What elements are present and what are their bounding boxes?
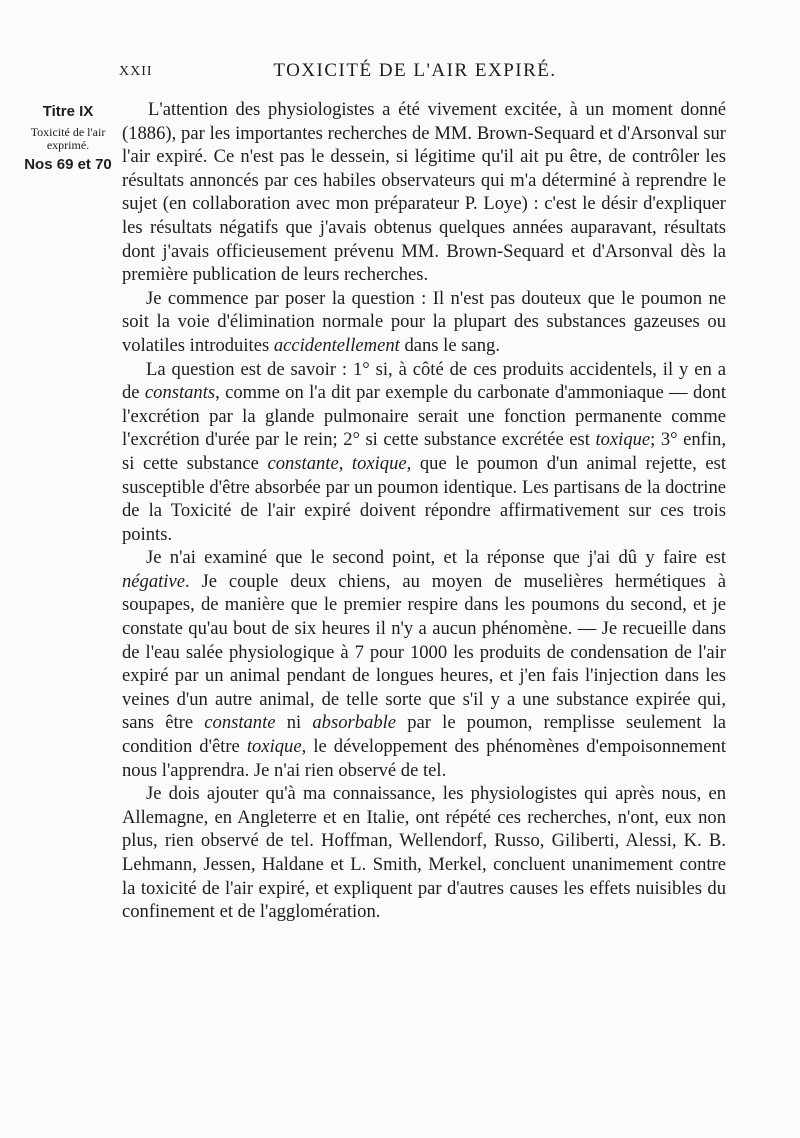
paragraph: [122, 287, 726, 358]
text-run: ni: [275, 712, 313, 734]
text-run: , que le poumon d'un animal rejette, est susceptible d'être absorbée par un poumon identique. Les partisans de la doctrine de la Toxicité de l'air expiré doivent répondre affirmativement sur ces trois points.: [122, 452, 726, 545]
paragraph: [122, 546, 726, 782]
margin-numbers: Nos 69 et 70: [24, 156, 112, 173]
italic-text: toxique: [595, 429, 651, 451]
text-run: par le poumon, remplisse seulement la condition d'être: [122, 712, 726, 758]
text-run: . Je couple deux chiens, au moyen de muselières hermétiques à soupapes, de manière que le premier respire dans les poumons du second, et je constate qu'au bout de six heures il n'y a aucun phénomène. — Je recueille dans de l'eau salée physiologique à 7 pour 1000 les produits de condensation de l'air expiré par un animal pendant de longues heures, et j'en fais l'injection dans les veines d'un autre animal, de telle sorte que s'il y a une substance expirée qui, sans être: [122, 570, 726, 734]
paragraph: [122, 98, 726, 287]
italic-text: constante, toxique: [267, 452, 407, 474]
italic-text: toxique: [246, 736, 302, 758]
italic-text: constante: [204, 712, 276, 734]
text-run: Je dois ajouter qu'à ma connaissance, les physiologistes qui après nous, en Allemagne, en Angleterre et en Italie, ont répété ces recherches, n'ont, eux non plus, rien observé de tel. Hoffman, Wellendorf, Russo, Giliberti, Alessi, K. B. Lehmann, Jessen, Haldane et L. Smith, Merkel, concluent unanimement contre la toxicité de l'air expiré, et expliquent par d'autres causes les effets nuisibles du confinement et de l'agglomération.: [122, 783, 726, 923]
text-run: ; 3° enfin, si cette substance: [122, 429, 726, 474]
text-run: Je commence par poser la question : Il n'est pas douteux que le poumon ne soit la voie d'élimination normale pour la plupart des substances gazeuses ou volatiles introduites: [122, 287, 726, 356]
italic-text: négative: [122, 570, 185, 592]
running-title: TOXICITÉ DE L'AIR EXPIRÉ.: [273, 60, 557, 81]
italic-text: accidentellement: [273, 334, 400, 356]
body-text: [122, 98, 726, 924]
text-run: , comme on l'a dit par exemple du carbonate d'ammoniaque — dont l'excrétion par la glande pulmonaire serait une fonction permanente comme l'excrétion d'urée par le rein; 2° si cette substance excrétée est: [122, 382, 726, 451]
text-run: , le développement des phénomènes d'empoisonnement nous l'apprendra. Je n'ai rien observé de tel.: [122, 736, 726, 781]
text-run: Je n'ai examiné que le second point, et la réponse que j'ai dû y faire est: [146, 547, 726, 569]
text-run: L'attention des physiologistes a été vivement excitée, à un moment donné (1886), par les importantes recherches de MM. Brown-Sequard et d'Arsonval sur l'air expiré. Ce n'est pas le dessein, si légitime qu'il ait pu être, de contrôler les résultats annoncés par ces habiles observateurs qui m'a déterminé à reprendre le sujet (en collaboration avec mon préparateur P. Loye) : c'est le désir d'expliquer les résultats négatifs que j'avais obtenus quelques années auparavant, résultats dont j'avais officieusement prévenu MM. Brown-Sequard et d'Arsonval dès la première publication de leurs recherches.: [122, 99, 726, 286]
margin-subtitle: Toxicité de l'air exprimé.: [30, 125, 106, 152]
margin-note: [14, 103, 122, 173]
margin-title: Titre IX: [42, 103, 94, 120]
paragraph: [122, 358, 726, 547]
paragraph: [122, 782, 726, 924]
italic-text: absorbable: [312, 712, 397, 734]
text-run: La question est de savoir : 1° si, à côté de ces produits accidentels, il y en a de: [122, 358, 726, 404]
italic-text: constants: [144, 382, 216, 404]
page-number: XXII: [119, 64, 153, 79]
text-run: dans le sang.: [399, 334, 500, 356]
page-header: [0, 58, 800, 88]
